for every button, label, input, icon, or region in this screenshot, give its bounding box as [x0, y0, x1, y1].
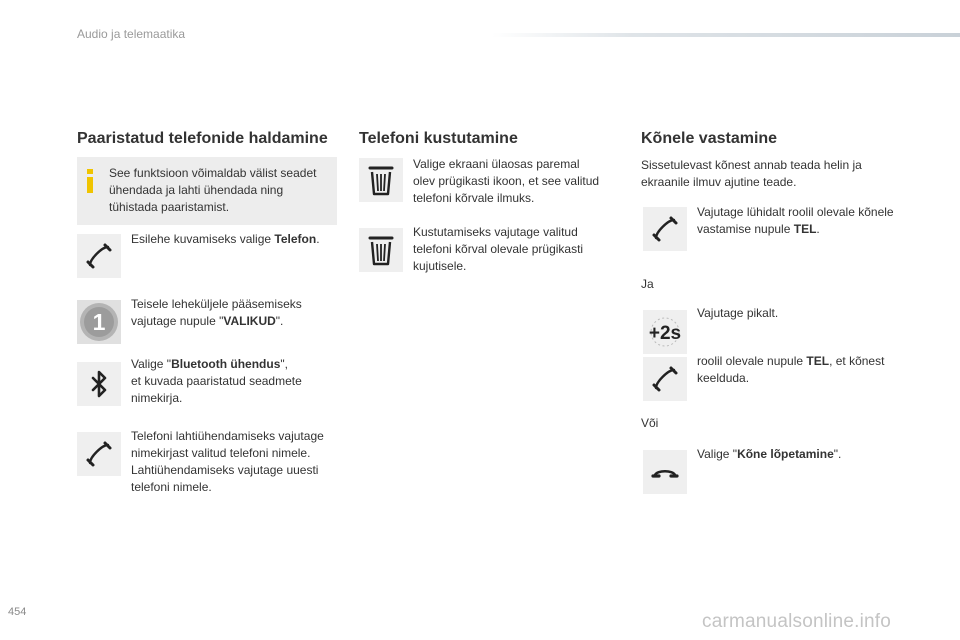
watermark: carmanualsonline.info	[702, 611, 892, 632]
hang-up-icon	[643, 450, 687, 494]
pairing-step-2: Teisele leheküljele pääsemiseks vajutage nupule "VALIKUD".	[131, 297, 302, 328]
separator-or: Või	[641, 416, 659, 430]
phone-tile-3	[643, 207, 687, 251]
answer-step-3: roolil olevale nupule TEL, et kõnest keelduda.	[697, 354, 885, 385]
hangup-tile	[643, 450, 687, 494]
step-number-circle	[77, 300, 121, 344]
pairing-step-3: Valige "Bluetooth ühendus", et kuvada paaristatud seadmete nimekirja.	[131, 357, 302, 405]
bluetooth-tile	[77, 362, 121, 406]
long-press-tile	[643, 310, 687, 354]
phone-icon	[643, 357, 687, 401]
phone-tile-4	[643, 357, 687, 401]
info-box	[77, 157, 337, 225]
trash-icon	[359, 158, 403, 202]
header-bar	[492, 33, 960, 37]
header-title: Audio ja telemaatika	[77, 27, 186, 41]
section-title-answer: Kõnele vastamine	[641, 130, 778, 147]
phone-icon	[77, 432, 121, 476]
info-text: See funktsioon võimaldab välist seadet ühendada ja lahti ühendada ning tühistada paaristamist.	[109, 166, 317, 214]
phone-icon	[77, 234, 121, 278]
trash-tile	[359, 158, 403, 202]
delete-step-1: Valige ekraani ülaosas paremal olev prügikasti ikoon, et see valitud telefoni kõrvale ilmuks.	[413, 157, 600, 205]
info-icon	[86, 169, 94, 193]
phone-tile	[77, 234, 121, 278]
step-number-badge	[77, 300, 121, 344]
page-number: 454	[8, 606, 27, 618]
separator-and: Ja	[641, 277, 654, 291]
step-number: 1	[92, 309, 106, 335]
section-title-delete: Telefoni kustutamine	[359, 130, 518, 147]
long-press-icon	[643, 310, 687, 354]
pairing-step-4: Telefoni lahtiühendamiseks vajutage nimekirjast valitud telefoni nimele. Lahtiühendamiseks vajutage uuesti telefoni nimele.	[131, 429, 324, 494]
answer-step-1: Vajutage lühidalt roolil olevale kõnele vastamise nupule TEL.	[697, 205, 894, 236]
answer-step-4: Valige "Kõne lõpetamine".	[697, 447, 842, 461]
pairing-step-1: Esilehe kuvamiseks valige Telefon.	[131, 232, 320, 246]
answer-intro: Sissetulevast kõnest annab teada helin ja ekraanile ilmuv ajutine teade.	[641, 158, 862, 189]
delete-step-2: Kustutamiseks vajutage valitud telefoni kõrval olevale prügikasti kujutisele.	[413, 225, 584, 273]
trash-tile-2	[359, 228, 403, 272]
long-press-label: +2s	[648, 323, 682, 344]
phone-tile-2	[77, 432, 121, 476]
bluetooth-icon	[77, 362, 121, 406]
section-title-pairing: Paaristatud telefonide haldamine	[77, 130, 328, 147]
trash-icon	[359, 228, 403, 272]
phone-icon	[643, 207, 687, 251]
answer-step-2: Vajutage pikalt.	[697, 306, 779, 320]
